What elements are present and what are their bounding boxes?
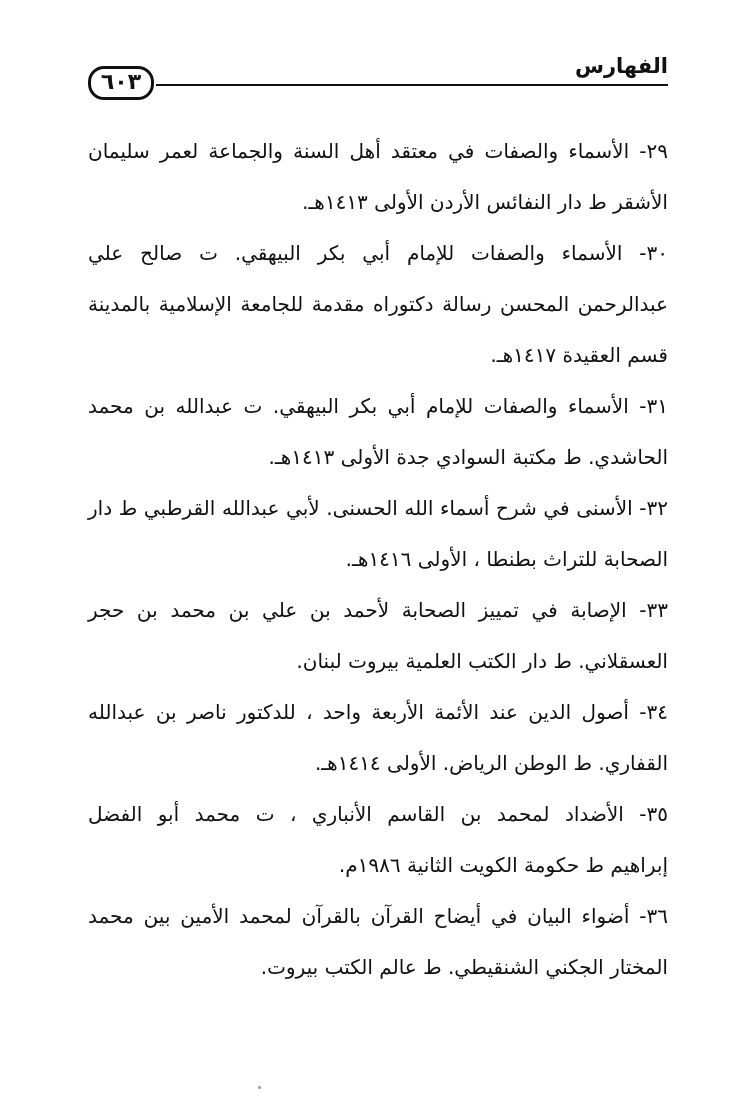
bibliography-list	[88, 126, 668, 993]
entry-line: ٣٥- الأضداد لمحمد بن القاسم الأنباري ، ت محمد أبو الفضل	[88, 802, 668, 826]
bibliography-entry-30	[88, 228, 668, 381]
bibliography-entry-32	[88, 483, 668, 585]
bibliography-entry-36	[88, 891, 668, 993]
page-number: ٦٠٣	[100, 70, 142, 95]
bibliography-entry-29	[88, 126, 668, 228]
entry-line: المختار الجكني الشنقيطي. ط عالم الكتب بيروت.	[260, 955, 668, 979]
entry-line: إبراهيم ط حكومة الكويت الثانية ١٩٨٦م.	[338, 853, 668, 877]
entry-line: ٢٩- الأسماء والصفات في معتقد أهل السنة والجماعة لعمر سليمان	[88, 139, 668, 163]
entry-line: القفاري. ط الوطن الرياض. الأولى ١٤١٤هـ.	[314, 751, 668, 775]
entry-line: ٣٤- أصول الدين عند الأئمة الأربعة واحد ، للدكتور ناصر بن عبدالله	[88, 700, 668, 724]
entry-line: عبدالرحمن المحسن رسالة دكتوراه مقدمة للجامعة الإسلامية بالمدينة	[88, 292, 668, 316]
header-rule	[156, 84, 668, 86]
entry-line: ٣١- الأسماء والصفات للإمام أبي بكر البيهقي. ت عبدالله بن محمد	[88, 394, 668, 418]
bibliography-entry-35	[88, 789, 668, 891]
section-title: الفهارس	[574, 54, 668, 78]
entry-line: ٣٣- الإصابة في تمييز الصحابة لأحمد بن علي بن محمد بن حجر	[88, 598, 668, 622]
entry-line: الحاشدي. ط مكتبة السوادي جدة الأولى ١٤١٣هـ.	[268, 445, 668, 469]
page-header	[88, 50, 668, 106]
entry-line: الأشقر ط دار النفائس الأردن الأولى ١٤١٣هـ.	[302, 190, 668, 214]
entry-line: العسقلاني. ط دار الكتب العلمية بيروت لبنان.	[296, 649, 668, 673]
entry-line: ٣٢- الأسنى في شرح أسماء الله الحسنى. لأبي عبدالله القرطبي ط دار	[88, 496, 668, 520]
entry-line: قسم العقيدة ١٤١٧هـ.	[490, 343, 668, 367]
entry-line: الصحابة للتراث بطنطا ، الأولى ١٤١٦هـ.	[345, 547, 668, 571]
bibliography-entry-33	[88, 585, 668, 687]
bibliography-entry-34	[88, 687, 668, 789]
bibliography-entry-31	[88, 381, 668, 483]
entry-line: ٣٦- أضواء البيان في أيضاح القرآن بالقرآن لمحمد الأمين بين محمد	[88, 904, 668, 928]
entry-line: ٣٠- الأسماء والصفات للإمام أبي بكر البيهقي. ت صالح علي	[88, 241, 668, 265]
page-number-frame	[88, 66, 154, 100]
paper-speck	[258, 1086, 261, 1089]
